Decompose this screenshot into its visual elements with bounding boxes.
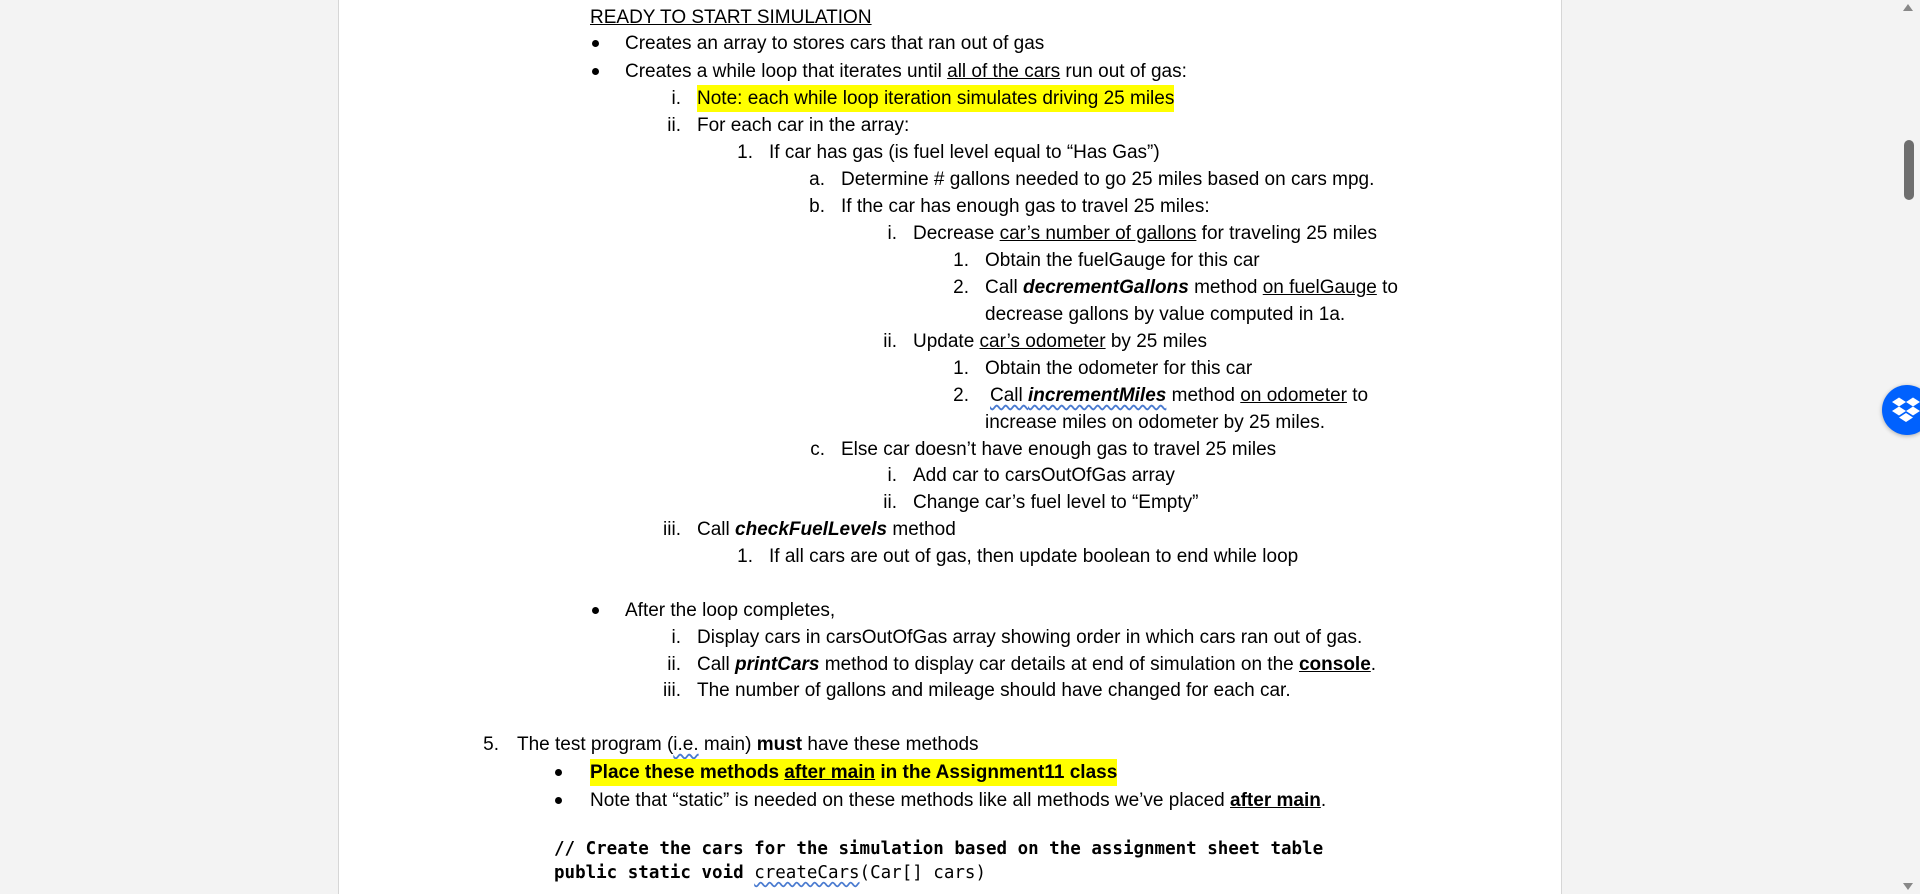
list-number: i. bbox=[671, 88, 681, 109]
list-number: i. bbox=[671, 627, 681, 648]
list-item: Note that “static” is needed on these methods like all methods we’ve placed after main. bbox=[590, 790, 1327, 811]
highlighted-note: Note: each while loop iteration simulates driving 25 miles bbox=[697, 85, 1174, 112]
code-comment: // Create the cars for the simulation based on the assignment sheet table bbox=[554, 839, 1324, 859]
list-number: ii. bbox=[883, 492, 897, 513]
list-number: 1. bbox=[953, 250, 969, 271]
list-item: Add car to carsOutOfGas array bbox=[913, 465, 1175, 486]
list-item-continuation: increase miles on odometer by 25 miles. bbox=[985, 412, 1326, 433]
list-number: 2. bbox=[953, 385, 969, 406]
list-item: If car has gas (is fuel level equal to “Has Gas”) bbox=[769, 142, 1160, 163]
highlighted-instruction: Place these methods after main in the Assignment11 class bbox=[590, 759, 1117, 786]
bullet bbox=[555, 797, 562, 804]
list-number: 5. bbox=[483, 734, 499, 755]
list-number: 1. bbox=[953, 358, 969, 379]
list-number: ii. bbox=[667, 654, 681, 675]
list-number: ii. bbox=[883, 331, 897, 352]
list-item: After the loop completes, bbox=[625, 600, 836, 621]
list-item: Else car doesn’t have enough gas to travel 25 miles bbox=[841, 439, 1277, 460]
list-item: Determine # gallons needed to go 25 miles based on cars mpg. bbox=[841, 169, 1375, 190]
vertical-scrollbar[interactable] bbox=[1896, 0, 1920, 894]
list-number: ii. bbox=[667, 115, 681, 136]
list-item: Decrease car’s number of gallons for traveling 25 miles bbox=[913, 223, 1377, 244]
list-number: i. bbox=[887, 465, 897, 486]
document-page bbox=[338, 0, 1562, 894]
code-signature: public static void createCars(Car[] cars) bbox=[554, 863, 986, 883]
list-item: Update car’s odometer by 25 miles bbox=[913, 331, 1207, 352]
list-item: Display cars in carsOutOfGas array showing order in which cars ran out of gas. bbox=[697, 627, 1363, 648]
scroll-thumb[interactable] bbox=[1904, 140, 1914, 200]
list-item: For each car in the array: bbox=[697, 115, 910, 136]
list-number: iii. bbox=[663, 680, 681, 701]
list-item-continuation: decrease gallons by value computed in 1a. bbox=[985, 304, 1346, 325]
list-number: b. bbox=[809, 196, 825, 217]
list-item: Call checkFuelLevels method bbox=[697, 519, 956, 540]
bullet bbox=[592, 40, 599, 47]
list-item: Call printCars method to display car details at end of simulation on the console. bbox=[697, 654, 1377, 675]
list-number: 1. bbox=[737, 142, 753, 163]
list-item: The test program (i.e. main) must have these methods bbox=[517, 734, 979, 755]
list-number: c. bbox=[810, 439, 825, 460]
bullet bbox=[555, 769, 562, 776]
scroll-up-icon[interactable] bbox=[1903, 4, 1913, 11]
list-number: iii. bbox=[663, 519, 681, 540]
list-number: 2. bbox=[953, 277, 969, 298]
list-item: Call incrementMiles method on odometer to bbox=[990, 385, 1369, 406]
list-number: a. bbox=[809, 169, 825, 190]
list-item: The number of gallons and mileage should have changed for each car. bbox=[697, 680, 1291, 701]
list-item: If the car has enough gas to travel 25 miles: bbox=[841, 196, 1210, 217]
scroll-down-icon[interactable] bbox=[1903, 883, 1913, 890]
list-item: If all cars are out of gas, then update boolean to end while loop bbox=[769, 546, 1299, 567]
dropbox-icon bbox=[1882, 385, 1920, 435]
list-item: Call decrementGallons method on fuelGauge to bbox=[985, 277, 1398, 298]
list-item: Change car’s fuel level to “Empty” bbox=[913, 492, 1199, 513]
list-number: 1. bbox=[737, 546, 753, 567]
section-heading: READY TO START SIMULATION bbox=[590, 7, 872, 28]
list-number: i. bbox=[887, 223, 897, 244]
list-item: Obtain the odometer for this car bbox=[985, 358, 1253, 379]
bullet bbox=[592, 607, 599, 614]
bullet bbox=[592, 68, 599, 75]
list-item: Creates an array to stores cars that ran out of gas bbox=[625, 33, 1045, 54]
dropbox-badge[interactable] bbox=[1882, 385, 1920, 435]
list-item: Obtain the fuelGauge for this car bbox=[985, 250, 1260, 271]
list-item: Creates a while loop that iterates until all of the cars run out of gas: bbox=[625, 61, 1187, 82]
